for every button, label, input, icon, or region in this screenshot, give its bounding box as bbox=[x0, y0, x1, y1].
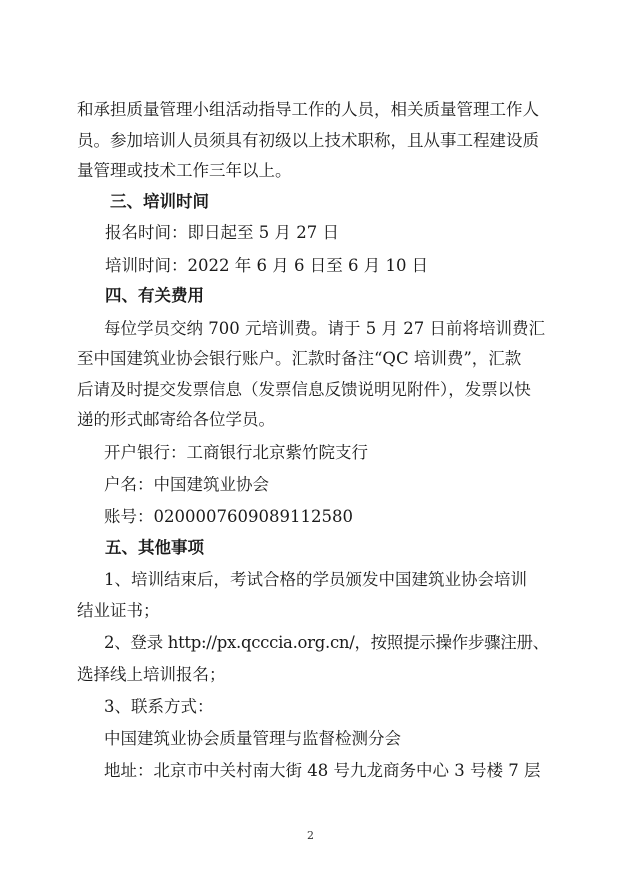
text-line: 报名时间：即日起至 5 月 27 日 bbox=[105, 223, 339, 242]
text-line: 培训时间：2022 年 6 月 6 日至 6 月 10 日 bbox=[105, 256, 429, 275]
text-line: 员。参加培训人员须具有初级以上技术职称，且从事工程建设质 bbox=[77, 131, 539, 150]
section-heading: 五、其他事项 bbox=[105, 538, 204, 557]
page-number: 2 bbox=[307, 829, 314, 842]
text-line: 量管理或技术工作三年以上。 bbox=[77, 161, 292, 180]
text-line: 至中国建筑业协会银行账户。汇款时备注“QC 培训费”，汇款 bbox=[77, 349, 522, 368]
section-heading: 三、培训时间 bbox=[110, 192, 209, 211]
text-line: 每位学员交纳 700 元培训费。请于 5 月 27 日前将培训费汇 bbox=[104, 319, 545, 338]
text-line: 选择线上培训报名； bbox=[77, 665, 226, 684]
text-line: 递的形式邮寄给各位学员。 bbox=[77, 410, 275, 429]
text-line: 户名：中国建筑业协会 bbox=[104, 475, 269, 494]
text-line: 后请及时提交发票信息（发票信息反馈说明见附件），发票以快 bbox=[77, 380, 531, 399]
text-line: 开户银行：工商银行北京紫竹院支行 bbox=[104, 443, 368, 462]
section-heading: 四、有关费用 bbox=[105, 286, 204, 305]
text-line: 结业证书； bbox=[77, 601, 160, 620]
text-line: 3、联系方式： bbox=[104, 697, 214, 716]
text-line: 和承担质量管理小组活动指导工作的人员，相关质量管理工作人 bbox=[77, 100, 539, 119]
text-line: 中国建筑业协会质量管理与监督检测分会 bbox=[104, 729, 401, 748]
text-line: 1、培训结束后，考试合格的学员颁发中国建筑业协会培训 bbox=[104, 570, 527, 589]
text-line: 2、登录 http://px.qcccia.org.cn/，按照提示操作步骤注册、 bbox=[104, 633, 549, 652]
text-line: 地址：北京市中关村南大街 48 号九龙商务中心 3 号楼 7 层 bbox=[104, 761, 541, 780]
text-line: 账号：0200007609089112580 bbox=[104, 507, 353, 526]
